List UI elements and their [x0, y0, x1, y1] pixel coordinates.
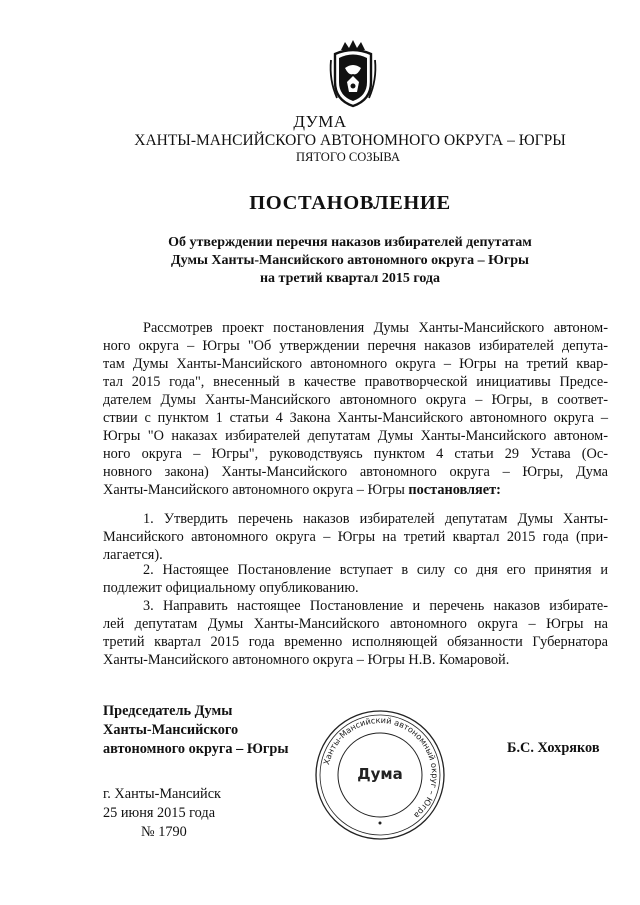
- duma-convocation: ПЯТОГО СОЗЫВА: [295, 150, 401, 164]
- preamble-line: ного округа – Югры", руководствуясь пунктом 4 статьи 29 Устава (Ос-: [103, 446, 608, 462]
- preamble-line: Ханты-Мансийского автономного округа – Югры: [103, 482, 405, 498]
- document-place: г. Ханты-Мансийск: [103, 786, 221, 802]
- resolution-item: [103, 561, 608, 597]
- item-line: Ханты-Мансийского автономного округа – Югры Н.В. Комаровой.: [103, 652, 510, 668]
- signatory-position-line: Председатель Думы: [103, 703, 233, 719]
- seal-ring-text: Ханты-Мансийский автономный округ – Югра: [321, 714, 441, 821]
- subject-line: Думы Ханты-Мансийского автономного округа – Югры: [171, 253, 529, 268]
- preamble-line: ствии с пунктом 1 статьи 4 Закона Ханты-Мансийского автономного округа –: [103, 410, 608, 426]
- preamble-line: тал 2015 года", внесенный в качестве правотворческой инициативы Предсе-: [103, 374, 608, 390]
- preamble-line: дателем Думы Ханты-Мансийского автономного округа – Югры, в соответ-: [103, 392, 608, 408]
- preamble-last-line: [103, 481, 608, 499]
- item-line: подлежит официальному опубликованию.: [103, 580, 359, 596]
- document-number: № 1790: [141, 824, 187, 840]
- preamble-line: новного закона) Ханты-Мансийского автономного округа – Югры, Дума: [103, 464, 608, 480]
- seal-center-text: Дума: [357, 765, 403, 783]
- duma-title: ДУМА: [293, 112, 347, 131]
- subject-line: на третий квартал 2015 года: [259, 271, 441, 286]
- preamble-line: Рассмотрев проект постановления Думы Ханты-Мансийского автоном-: [143, 320, 608, 336]
- duma-region: ХАНТЫ-МАНСИЙСКОГО АВТОНОМНОГО ОКРУГА – ЮГРЫ: [134, 132, 566, 149]
- preamble-line: Югры "О наказах избирателей депутатам Думы Ханты-Мансийского автоном-: [103, 428, 608, 444]
- preamble-line: ного округа – Югры "Об утверждении перечня наказов избирателей депута-: [103, 338, 608, 354]
- signatory-position-line: автономного округа – Югры: [103, 741, 289, 757]
- resolves-keyword: постановляет:: [408, 482, 501, 498]
- item-line: 3. Направить настоящее Постановление и перечень наказов избирате-: [143, 598, 608, 614]
- item-line: лагается).: [103, 547, 163, 563]
- subject-line: Об утверждении перечня наказов избирателей депутатам: [168, 235, 532, 250]
- document-type-heading: ПОСТАНОВЛЕНИЕ: [249, 192, 451, 214]
- coat-of-arms-icon: [327, 40, 379, 108]
- preamble-paragraph: [103, 319, 608, 499]
- preamble-line: там Думы Ханты-Мансийского автономного округа – Югры на третий квар-: [103, 356, 608, 372]
- item-line: лей депутатам Думы Ханты-Мансийского автономного округа – Югры на: [103, 616, 608, 632]
- item-line: 2. Настоящее Постановление вступает в силу со дня его принятия и: [143, 562, 608, 578]
- item-line: третий квартал 2015 года временно исполняющей обязанности Губернатора: [103, 634, 608, 650]
- signatory-position: [103, 702, 289, 759]
- signer-name: Б.С. Хохряков: [507, 740, 600, 756]
- item-line: Мансийского автономного округа – Югры на третий квартал 2015 года (при-: [103, 529, 608, 545]
- resolution-item: [103, 597, 608, 669]
- round-seal-icon: [310, 705, 450, 845]
- resolution-item: [103, 510, 608, 564]
- signatory-position-line: Ханты-Мансийского: [103, 722, 239, 738]
- document-footer: [103, 785, 221, 842]
- document-date: 25 июня 2015 года: [103, 805, 216, 821]
- item-line: 1. Утвердить перечень наказов избирателей депутатам Думы Ханты-: [143, 511, 608, 527]
